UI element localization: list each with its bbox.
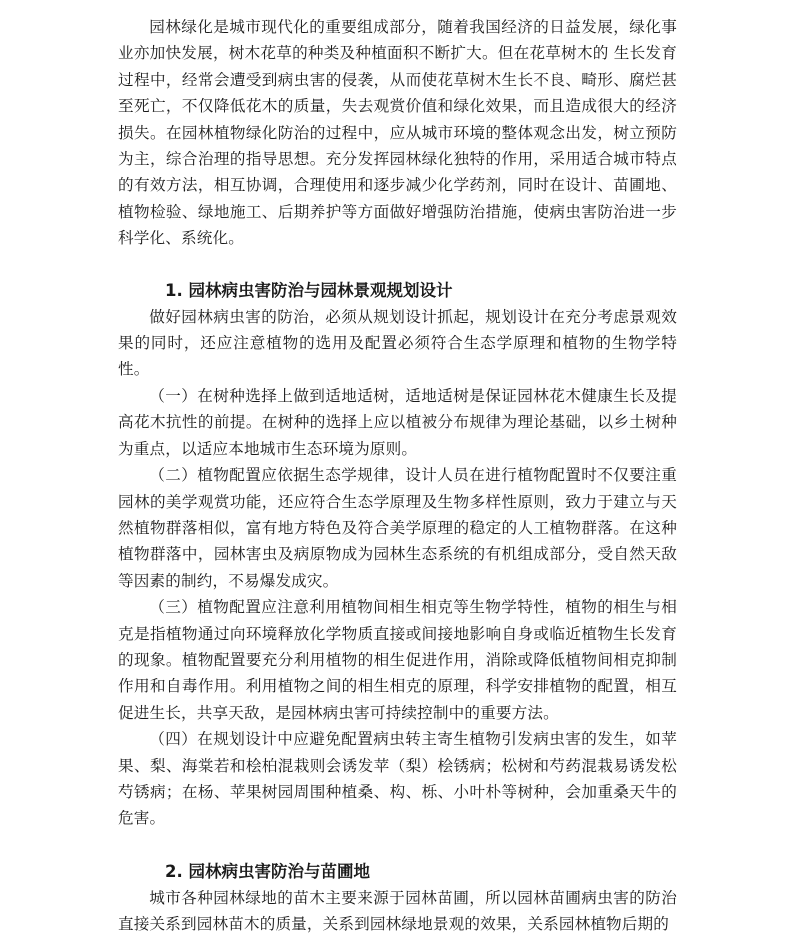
section-1-item-3: （三）植物配置应注意利用植物间相生相克等生物学特性，植物的相生与相克是指植物通过向环境释放化学物质直接或间接地影响自身或临近植物生长发育的现象。植物配置要充分利用植物的相生促进作用，消除或降低植物间相克抑制作用和自毒作用。利用植物之间的相生相克的原理，科学安排植物的配置，相互促进生长，共享天敌，是园林病虫害可持续控制中的重要方法。 [118,598,677,722]
section-1-item-4: （四）在规划设计中应避免配置病虫转主寄生植物引发病虫害的发生，如苹果、梨、海棠若和桧柏混栽则会诱发苹（梨）桧锈病；松树和芍药混栽易诱发松芍锈病；在杨、苹果树园周围种植桑、构、栎、小叶朴等树种，会加重桑天牛的危害。 [118,730,677,828]
section-2-paragraph: 城市各种园林绿地的苗木主要来源于园林苗圃，所以园林苗圃病虫害的防治直接关系到园林苗木的质量，关系到园林绿地景观的效果，关系园林植物后期的 [118,888,677,934]
section-1-paragraph: 做好园林病虫害的防治，必须从规划设计抓起，规划设计在充分考虑景观效果的同时，还应注意植物的选用及配置必须符合生态学原理和植物的生物学特性。 [118,307,677,379]
intro-paragraph: 园林绿化是城市现代化的重要组成部分，随着我国经济的日益发展，绿化事业亦加快发展，树木花草的种类及种植面积不断扩大。但在花草树木的 生长发育过程中，经常会遭受到病虫害的侵袭，从而使花草树木生长不良、畸形、腐烂甚至死亡，不仅降低花木的质量，失去观赏价值和绿化效果，而且造成很大的经济损失。在园林植物绿化防治的过程中，应从城市环境的整体观念出发，树立预防为主，综合治理的指导思想。充分发挥园林绿化独特的作用，采用适合城市特点的有效方法，相互协调，合理使用和逐步减少化学药剂，同时在设计、苗圃地、植物检验、绿地施工、后期养护等方面做好增强防治措施，使病虫害防治进一步科学化、系统化。 [118,18,677,248]
section-2-heading: 2. 园林病虫害防治与苗圃地 [165,861,370,881]
section-1-item-1: （一）在树种选择上做到适地适树，适地适树是保证园林花木健康生长及提高花木抗性的前提。在树种的选择上应以植被分布规律为理论基础，以乡土树种为重点，以适应本地城市生态环境为原则。 [118,386,677,458]
section-1-item-2: （二）植物配置应依据生态学规律，设计人员在进行植物配置时不仅要注重园林的美学观赏功能，还应符合生态学原理及生物多样性原则，致力于建立与天然植物群落相似，富有地方特色及符合美学原理的稳定的人工植物群落。在这种植物群落中，园林害虫及病原物成为园林生态系统的有机组成部分，受自然天敌等因素的制约，不易爆发成灾。 [118,466,677,590]
section-1-heading: 1. 园林病虫害防治与园林景观规划设计 [165,280,453,300]
